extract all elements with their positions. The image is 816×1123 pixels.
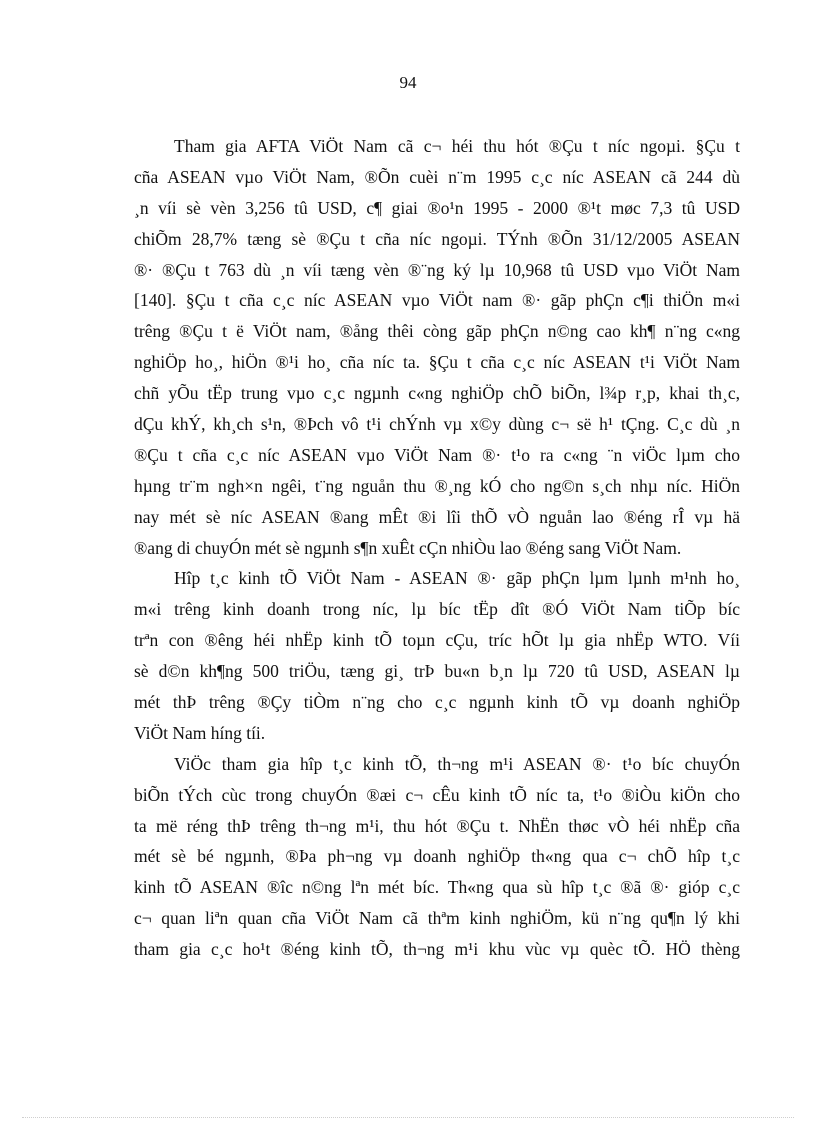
text-line: Tham gia AFTA ViÖt Nam cã c¬ héi thu hót ®Çu t níc ngoµi. §Çu t xyxy=(174,136,740,156)
text-line: cña ASEAN vµo ViÖt Nam, ®Õn cuèi n¨m 1995 c¸c níc ASEAN cã 244 dù xyxy=(134,166,740,187)
paragraph xyxy=(134,749,740,965)
page-number: 94 xyxy=(399,73,417,92)
text-line: biÕn tÝch cùc trong chuyÓn ®æi c¬ cÊu kinh tÕ níc ta, t¹o ®iÒu kiÖn cho xyxy=(134,784,740,805)
text-line: chñ yÕu tËp trung vµo c¸c ngµnh c«ng nghiÖp chÕ biÕn, l¾p r¸p, khai th¸c, xyxy=(134,383,740,404)
text-line: ¸n víi sè vèn 3,256 tû USD, c¶ giai ®o¹n 1995 - 2000 ®¹t møc 7,3 tû USD xyxy=(134,197,740,218)
paragraph xyxy=(134,131,740,563)
page-bottom-divider xyxy=(22,1117,794,1118)
text-line: m«i trêng kinh doanh trong níc, lµ bíc tËp dît ®Ó ViÖt Nam tiÕp bíc xyxy=(134,599,740,620)
text-line: [140]. §Çu t cña c¸c níc ASEAN vµo ViÖt nam ®· gãp phÇn c¶i thiÖn m«i xyxy=(134,290,740,311)
text-line: ®· ®Çu t 763 dù ¸n víi tæng vèn ®¨ng ký lµ 10,968 tû USD vµo ViÖt Nam xyxy=(134,259,740,280)
text-line: kinh tÕ ASEAN ®îc n©ng lªn mét bíc. Th«ng qua sù hîp t¸c ®ã ®· gióp c¸c xyxy=(134,877,740,898)
text-line: nghiÖp ho¸, hiÖn ®¹i ho¸ cña níc ta. §Çu t cña c¸c níc ASEAN t¹i ViÖt Nam xyxy=(134,352,740,373)
text-line: trêng ®Çu t ë ViÖt nam, ®ång thêi còng gãp phÇn n©ng cao kh¶ n¨ng c«ng xyxy=(134,321,740,342)
text-line: nay mét sè níc ASEAN ®ang mÊt ®i lîi thÕ vÒ nguån lao ®éng rÎ vµ hä xyxy=(134,506,740,527)
text-line: ViÖt Nam híng tíi. xyxy=(134,722,266,743)
text-line: sè d©n kh¶ng 500 triÖu, tæng gi¸ trÞ bu«n b¸n lµ 720 tû USD, ASEAN lµ xyxy=(134,661,740,682)
body-text xyxy=(134,131,740,965)
text-line: ta më réng thÞ trêng th¬ng m¹i, thu hót ®Çu t. NhËn thøc vÒ héi nhËp cña xyxy=(134,815,740,836)
text-line: ®ang di chuyÓn mét sè ngµnh s¶n xuÊt cÇn nhiÒu lao ®éng sang ViÖt Nam. xyxy=(134,537,682,558)
text-line: dÇu khÝ, kh¸ch s¹n, ®Þch vô t¹i chÝnh vµ x©y dùng c¬ së h¹ tÇng. C¸c dù ¸n xyxy=(134,414,740,435)
text-line: ®Çu t cña c¸c níc ASEAN vµo ViÖt Nam ®· t¹o ra c«ng ¨n viÖc lµm cho xyxy=(134,444,740,465)
text-line: trªn con ®êng héi nhËp kinh tÕ toµn cÇu, tríc hÕt lµ gia nhËp WTO. Víi xyxy=(134,630,740,651)
text-line: mét sè bé ngµnh, ®Þa ph¬ng vµ doanh nghiÖp th«ng qua c¬ chÕ hîp t¸c xyxy=(134,846,740,867)
text-line: mét thÞ trêng ®Çy tiÒm n¨ng cho c¸c ngµnh kinh tÕ vµ doanh nghiÖp xyxy=(134,692,740,713)
paragraph xyxy=(134,563,740,748)
text-line: Hîp t¸c kinh tÕ ViÖt Nam - ASEAN ®· gãp phÇn lµm lµnh m¹nh ho¸ xyxy=(174,568,740,589)
text-line: tham gia c¸c ho¹t ®éng kinh tÕ, th¬ng m¹i khu vùc vµ quèc tÕ. HÖ thèng xyxy=(134,939,740,960)
text-line: chiÕm 28,7% tæng sè ®Çu t cña níc ngoµi. TÝnh ®Õn 31/12/2005 ASEAN xyxy=(134,228,740,249)
text-line: c¬ quan liªn quan cña ViÖt Nam cã thªm kinh nghiÖm, kü n¨ng qu¶n lý khi xyxy=(134,908,740,929)
text-line: hµng tr¨m ngh×n ngêi, t¨ng nguån thu ®¸ng kÓ cho ng©n s¸ch nhµ níc. HiÖn xyxy=(134,475,740,496)
text-line: ViÖc tham gia hîp t¸c kinh tÕ, th¬ng m¹i ASEAN ®· t¹o bíc chuyÓn xyxy=(174,753,740,774)
